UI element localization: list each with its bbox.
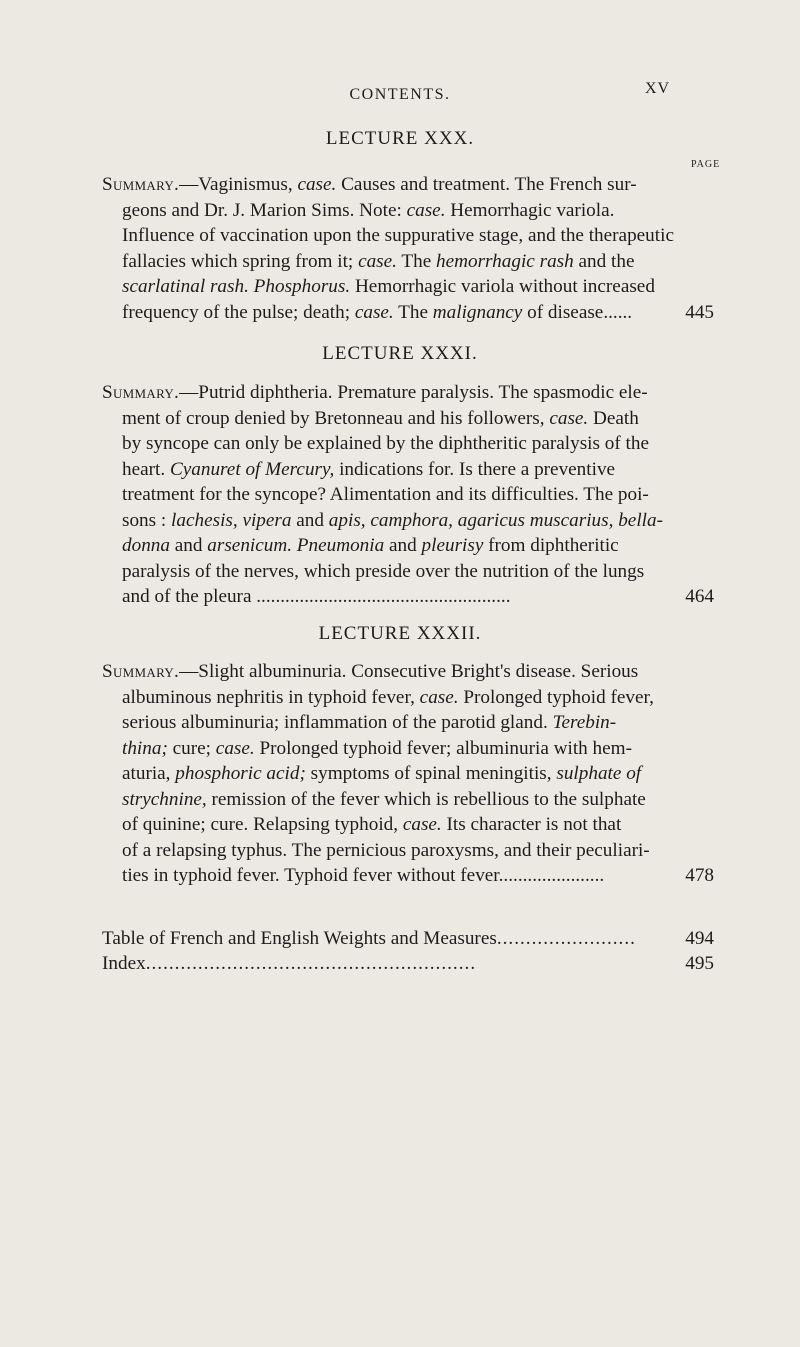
summary-text: Prolonged typhoid fever; albuminuria with hem- [254,737,632,759]
summary-line [102,533,714,559]
summary-line [102,584,714,610]
summary-page-number: 464 [685,586,714,607]
italic-term: arsenicum. Pneumonia [207,535,385,556]
summary-text: Hemorrhagic variola without increased [350,276,655,297]
lecture-summary [102,380,714,610]
summary-text: Influence of vaccination upon the suppurative stage, and the therapeutic [122,225,674,246]
summary-label: Summary. [102,382,180,403]
italic-term: case. [215,737,255,759]
summary-text: Prolonged typhoid fever, [458,686,654,708]
summary-line [102,300,714,326]
summary-line [102,457,714,483]
summary-text: fallacies which spring from it; [122,250,359,272]
summary-line [102,710,714,736]
toc-row [102,926,714,951]
summary-text: Causes and treatment. The French sur- [336,174,637,195]
italic-term: thina; [122,737,168,759]
summary-text: sons : [122,509,172,531]
italic-term: case. [549,407,589,429]
summary-line [102,659,714,685]
italic-term: strychnine, [122,788,207,810]
summary-text: Hemorrhagic variola. [445,199,615,221]
summary-text: —Slight albuminuria. Consecutive Bright's disease. Serious [179,661,639,682]
summary-text: The [396,250,437,272]
italic-term: case. [354,301,394,323]
toc-page-number: 494 [685,928,714,949]
italic-term: Cyanuret of Mercury, [169,458,335,480]
lecture-title: LECTURE XXXII. [318,623,482,644]
toc-leaders: ........................ [496,928,636,949]
page-column-label: PAGE [691,159,721,170]
summary-line [102,508,714,534]
summary-line [102,838,714,864]
italic-term: apis, camphora, agaricus muscarius, bella- [328,509,663,531]
summary-text: Its character is not that [441,814,622,835]
summary-text: from diphtheritic [483,535,619,556]
summary-line [102,406,714,432]
lecture-title: LECTURE XXX. [325,128,475,149]
summary-page-number: 478 [685,865,714,886]
summary-line [102,198,714,224]
summary-line [102,736,714,762]
summary-text: heart. [122,458,170,480]
summary-text: aturia, [122,763,176,784]
summary-line [102,249,714,275]
summary-line [102,812,714,838]
summary-text: —Vaginismus, [179,174,298,195]
italic-term: pleurisy [421,535,484,556]
summary-text: ment of croup denied by Bretonneau and his followers, [122,407,550,429]
lecture-summary [102,659,714,889]
italic-term: case. [402,814,442,835]
italic-term: phosphoric acid; [175,763,306,784]
summary-text: remission of the fever which is rebellious to the sulphate [206,788,646,810]
summary-text: of a relapsing typhus. The pernicious paroxysms, and their peculiari- [122,839,650,861]
summary-label: Summary. [102,661,180,682]
summary-text: and of the pleura ..................................................... [122,586,511,607]
summary-line [102,431,714,457]
italic-term: donna [122,535,170,556]
folio-page-number: XV [645,80,671,97]
summary-line [102,172,714,198]
toc-leaders: ......................................................... [145,953,477,974]
summary-line [102,482,714,508]
italic-term: case. [419,686,459,708]
summary-text: of quinine; cure. Relapsing typhoid, [122,814,403,835]
summary-text: paralysis of the nerves, which preside over the nutrition of the lungs [122,560,645,582]
summary-text: albuminous nephritis in typhoid fever, [122,686,420,708]
summary-text: of disease...... [522,301,633,323]
summary-text: and [169,535,208,556]
toc-label: Table of French and English Weights and Measures [102,928,497,949]
running-head: CONTENTS. [349,86,451,103]
summary-text: —Putrid diphtheria. Premature paralysis. The spasmodic ele- [179,382,648,403]
italic-term: case. [358,250,397,272]
summary-label: Summary. [102,174,180,195]
summary-line [102,761,714,787]
italic-term: malignancy [432,301,523,323]
summary-text: indications for. Is there a preventive [334,458,616,480]
toc-row [102,951,714,976]
italic-term: sulphate of [556,763,642,784]
summary-line [102,274,714,300]
summary-text: ties in typhoid fever. Typhoid fever without fever...................... [122,865,605,886]
summary-line [102,863,714,889]
toc-label: Index [102,953,146,974]
lecture-title: LECTURE XXXI. [322,343,478,364]
summary-text: geons and Dr. J. Marion Sims. Note: [122,199,407,221]
summary-text: and [384,535,422,556]
summary-line [102,685,714,711]
summary-text: cure; [167,737,216,759]
summary-text: symptoms of spinal meningitis, [305,763,557,784]
italic-term: Terebin- [552,712,617,733]
summary-text: The [393,301,433,323]
summary-text: serious albuminuria; inflammation of the parotid gland. [122,712,553,733]
toc-page-number: 495 [685,953,714,974]
italic-term: case. [406,199,446,221]
summary-text: treatment for the syncope? Alimentation and its difficulties. The poi- [122,484,649,505]
summary-text: and [291,509,329,531]
summary-line [102,380,714,406]
summary-page-number: 445 [685,301,714,323]
summary-line [102,787,714,813]
summary-text: frequency of the pulse; death; [122,301,355,323]
italic-term: lachesis, vipera [171,509,292,531]
summary-line [102,223,714,249]
italic-term: scarlatinal rash. Phosphorus. [122,276,351,297]
summary-text: Death [588,407,639,429]
lecture-summary [102,172,714,325]
italic-term: hemorrhagic rash [436,250,574,272]
summary-text: by syncope can only be explained by the diphtheritic paralysis of the [122,433,649,454]
summary-line [102,559,714,585]
italic-term: case. [297,174,337,195]
summary-text: and the [573,250,635,272]
